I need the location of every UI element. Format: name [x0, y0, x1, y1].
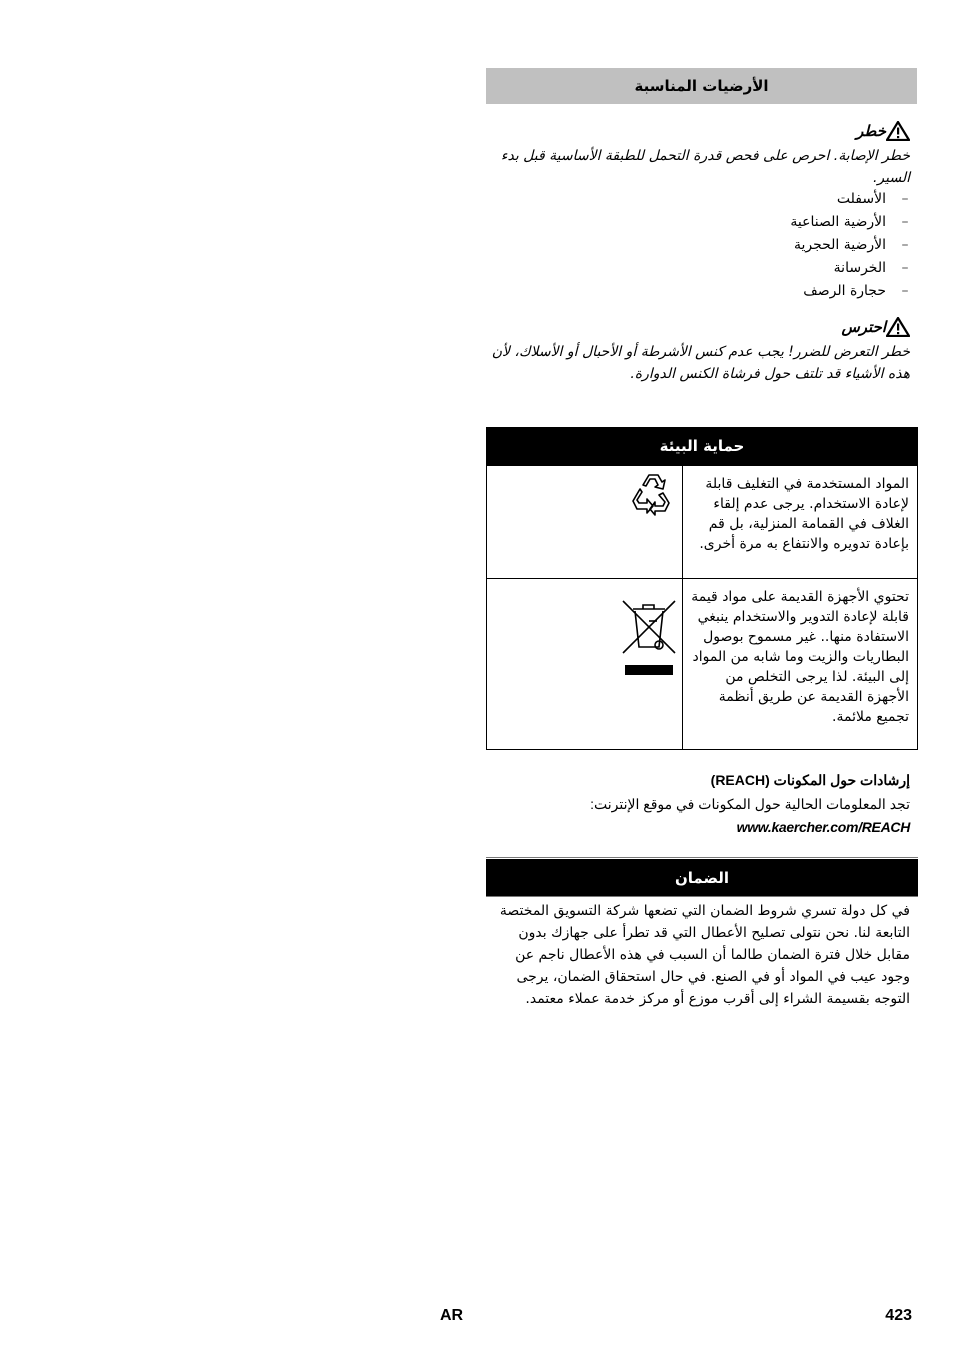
list-item: – الخرسانة — [833, 260, 909, 276]
heading-text: الأرضيات المناسبة — [634, 77, 769, 95]
floor-type-list — [790, 188, 910, 303]
warning-triangle-icon — [886, 121, 910, 141]
warranty-text: في كل دولة تسري شروط الضمان التي تضعها شركة التسويق المختصة التابعة لنا. نحن نتولى تصليح الأعطال التي قد تطرأ على جهازك بدون مقابل خلال فترة الضمان طالما أن السبب في هذه الأعطال ناجم عن وجود عيب في المواد أو في الصنع. في حال استحقاق الضمان، يرجى التوجه بقسيمة الشراء إلى أقرب موزع أو مركز خدمة عملاء معتمد. — [499, 903, 910, 1007]
table-cell-text: تحتوي الأجهزة القديمة على مواد قيمة قابلة لإعادة التدوير والاستخدام ينبغي الاستفادة منها.. غير مسموح بوصول البطاريات والزيت وما شابه من المواد إلى البيئة. لذا يرجى التخلص من الأجهزة القديمة عن طريق أنظمة تجميع ملائمة. — [683, 579, 918, 750]
section-heading-environment — [486, 427, 918, 465]
reach-link[interactable]: www.kaercher.com/REACH — [736, 819, 910, 835]
danger-label — [856, 121, 910, 141]
list-item: – حجارة الرصف — [803, 283, 909, 299]
section-heading-suitable-floors — [486, 68, 917, 104]
heading-text: الضمان — [674, 869, 730, 887]
footer-language: AR — [440, 1307, 464, 1324]
divider — [486, 896, 918, 897]
danger-label-text: خطر — [856, 122, 886, 140]
environment-table — [486, 465, 918, 750]
caution-label — [841, 317, 910, 337]
table-cell-text: المواد المستخدمة في التغليف قابلة لإعادة الاستخدام. يرجى عدم إلقاء الغلاف في القمامة المنزلية، بل قم بإعادة تدويره والانتفاع به مرة أخرى. — [683, 466, 918, 579]
section-heading-warranty — [486, 859, 918, 897]
table-cell-icon — [487, 579, 683, 750]
recycle-icon — [625, 469, 677, 525]
page-number: 423 — [885, 1307, 912, 1324]
table-row — [487, 579, 918, 750]
table-row — [487, 466, 918, 579]
caution-text: خطر التعرض للضرر! يجب عدم كنس الأشرطة أو الأحبال أو الأسلاك، لأن هذه الأشياء قد تلتف حول فرشاة الكنس الدوارة. — [491, 344, 910, 382]
danger-text: خطر الإصابة. احرص على فحص قدرة التحمل للطبقة الأساسية قبل بدء السير. — [500, 148, 910, 186]
warning-triangle-icon — [886, 317, 910, 337]
list-item: – الأرضية الحجرية — [793, 237, 909, 253]
reach-title: إرشادات حول المكونات (REACH) — [710, 772, 910, 788]
heading-text: حماية البيئة — [659, 437, 745, 455]
caution-label-text: احترس — [841, 318, 886, 336]
table-cell-icon — [487, 466, 683, 579]
divider — [486, 857, 918, 858]
list-item: – الأرضية الصناعية — [790, 214, 909, 230]
list-item: – الأسفلت — [836, 191, 909, 207]
crossed-out-bin-icon — [621, 599, 677, 683]
reach-text: تجد المعلومات الحالية حول المكونات في موقع الإنترنت: — [590, 796, 910, 812]
